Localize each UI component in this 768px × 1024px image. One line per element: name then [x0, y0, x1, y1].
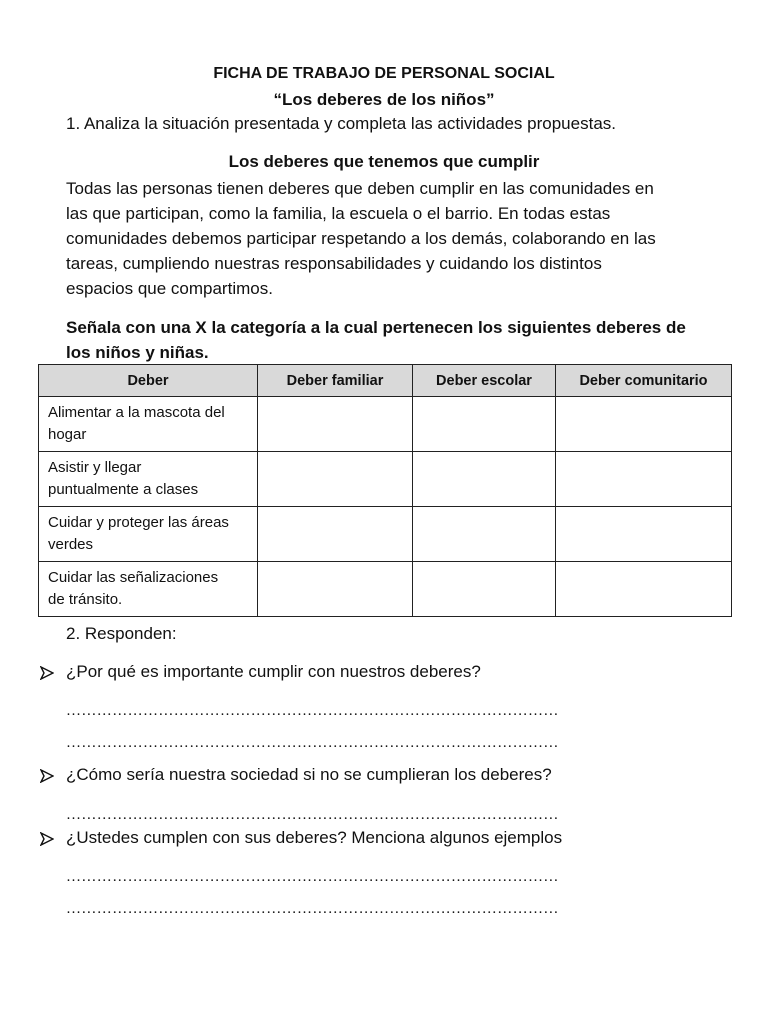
answer-line[interactable]: ……………………………………………………………………………………: [66, 703, 559, 719]
table-row: [39, 452, 732, 507]
column-header-familiar: Deber familiar: [258, 365, 413, 397]
activity-line: Señala con una X la categoría a la cual pertenecen los siguientes deberes de: [66, 318, 686, 337]
duty-line: Alimentar a la mascota del: [48, 404, 225, 421]
column-header-deber: Deber: [39, 365, 258, 397]
escolar-checkbox-cell[interactable]: [413, 452, 556, 507]
reading-heading: Los deberes que tenemos que cumplir: [228, 152, 540, 171]
arrowhead-bullet-icon: [40, 666, 54, 680]
question-1: ¿Por qué es importante cumplir con nuestros deberes?: [66, 662, 481, 681]
table-row: [39, 507, 732, 562]
reading-line: espacios que compartimos.: [66, 279, 273, 298]
duty-line: Cuidar las señalizaciones: [48, 569, 219, 586]
escolar-checkbox-cell[interactable]: [413, 507, 556, 562]
activity-line: los niños y niñas.: [66, 343, 209, 362]
answer-line[interactable]: ……………………………………………………………………………………: [66, 901, 559, 917]
comunitario-checkbox-cell[interactable]: [556, 397, 732, 452]
activity-instruction: [66, 315, 716, 365]
duty-line: puntualmente a clases: [48, 481, 199, 498]
duty-line: Cuidar y proteger las áreas: [48, 514, 229, 531]
column-header-escolar: Deber escolar: [413, 365, 556, 397]
duty-line: Asistir y llegar: [48, 459, 142, 476]
column-header-comunitario: Deber comunitario: [556, 365, 732, 397]
familiar-checkbox-cell[interactable]: [258, 452, 413, 507]
duty-cell: [39, 562, 258, 617]
comunitario-checkbox-cell[interactable]: [556, 507, 732, 562]
duty-line: verdes: [48, 536, 94, 553]
escolar-checkbox-cell[interactable]: [413, 397, 556, 452]
familiar-checkbox-cell[interactable]: [258, 507, 413, 562]
reading-paragraph: [66, 176, 716, 301]
escolar-checkbox-cell[interactable]: [413, 562, 556, 617]
duty-line: hogar: [48, 426, 87, 443]
reading-line: Todas las personas tienen deberes que deben cumplir en las comunidades en: [66, 179, 654, 198]
duty-cell: [39, 452, 258, 507]
reading-line: tareas, cumpliendo nuestras responsabilidades y cuidando los distintos: [66, 254, 602, 273]
worksheet-subtitle: “Los deberes de los niños”: [273, 90, 495, 109]
familiar-checkbox-cell[interactable]: [258, 562, 413, 617]
duty-cell: [39, 507, 258, 562]
arrowhead-bullet-icon: [40, 769, 54, 783]
table-header-row: [39, 365, 732, 397]
duty-cell: [39, 397, 258, 452]
worksheet-title: FICHA DE TRABAJO DE PERSONAL SOCIAL: [213, 65, 555, 82]
table-row: [39, 562, 732, 617]
answer-line[interactable]: ……………………………………………………………………………………: [66, 807, 559, 823]
familiar-checkbox-cell[interactable]: [258, 397, 413, 452]
duties-table: [38, 364, 732, 617]
table-row: [39, 397, 732, 452]
question-3: ¿Ustedes cumplen con sus deberes? Menciona algunos ejemplos: [66, 828, 563, 847]
question-2: ¿Cómo sería nuestra sociedad si no se cumplieran los deberes?: [66, 765, 552, 784]
duty-line: de tránsito.: [48, 591, 123, 608]
answer-line[interactable]: ……………………………………………………………………………………: [66, 869, 559, 885]
answer-line[interactable]: ……………………………………………………………………………………: [66, 735, 559, 751]
instruction-1: 1. Analiza la situación presentada y completa las actividades propuestas.: [66, 114, 616, 133]
reading-line: comunidades debemos participar respetando a los demás, colaborando en las: [66, 229, 656, 248]
section-2-label: 2. Responden:: [66, 624, 177, 643]
arrowhead-bullet-icon: [40, 832, 54, 846]
comunitario-checkbox-cell[interactable]: [556, 452, 732, 507]
reading-line: las que participan, como la familia, la escuela o el barrio. En todas estas: [66, 204, 611, 223]
comunitario-checkbox-cell[interactable]: [556, 562, 732, 617]
